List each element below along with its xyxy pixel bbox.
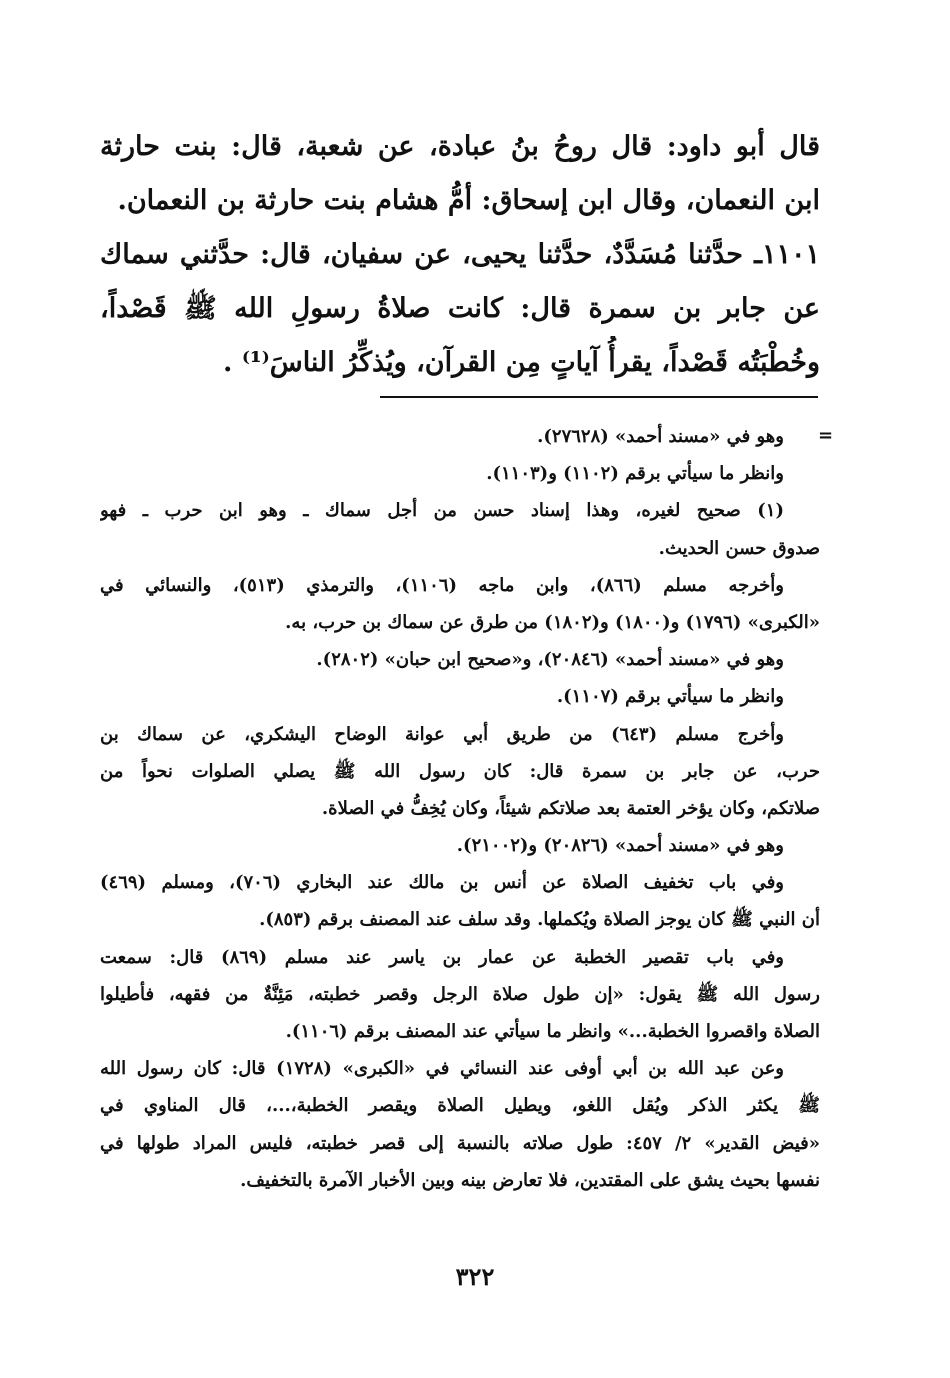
footnote-line: وأخرج مسلم (٦٤٣) من طريق أبي عوانة الوضاح اليشكري، عن سماك بن <box>100 723 784 745</box>
footnote-line: وهو في «مسند أحمد» (٢٠٨٤٦)، و«صحيح ابن حبان» (٢٨٠٢). <box>316 649 784 671</box>
footnote-line: ﷺ يكثر الذكر ويُقل اللغو، ويطيل الصلاة ويقصر الخطبة،...، قال المناوي في <box>100 1095 820 1117</box>
footnote-line: صدوق حسن الحديث. <box>658 537 820 559</box>
footnote-separator-rule <box>380 396 818 398</box>
main-text-line: ابن النعمان، وقال ابن إسحاق: أمُّ هشام بنت حارثة بن النعمان. <box>117 185 820 216</box>
footnote-line: وفي باب تقصير الخطبة عن عمار بن ياسر عند مسلم (٨٦٩) قال: سمعت <box>100 946 784 968</box>
footnote-line: وأخرجه مسلم (٨٦٦)، وابن ماجه (١١٠٦)، والترمذي (٥١٣)، والنسائي في <box>100 574 784 596</box>
footnote-line: الصلاة واقصروا الخطبة...» وانظر ما سيأتي عند المصنف برقم (١١٠٦). <box>285 1021 820 1042</box>
footnote-line: وانظر ما سيأتي برقم (١١٠٧). <box>556 686 784 708</box>
hadith-1101-line: ١١٠١ـ حدَّثنا مُسَدَّدٌ، حدَّثنا يحيى، عن سفيان، قال: حدَّثني سماك <box>100 239 820 270</box>
footnote-line: حرب، عن جابر بن سمرة قال: كان رسول الله ﷺ يصلي الصلوات نحواً من <box>100 760 820 782</box>
footnote-line: «فيض القدير» ٢/ ٤٥٧: طول صلاته بالنسبة إلى قصر خطبته، فليس المراد طولها في <box>100 1132 820 1154</box>
footnotes <box>100 418 820 1199</box>
page-number: ٣٢٢ <box>455 1262 495 1291</box>
footnote-line: وهو في «مسند أحمد» (٢٧٦٢٨). <box>537 426 784 447</box>
main-text-line: قال أبو داود: قال روحُ بنُ عبادة، عن شعبة، قال: بنت حارثة <box>100 131 820 162</box>
footnote-line: وعن عبد الله بن أبي أوفى عند النسائي في «الكبرى» (١٧٢٨) قال: كان رسول الله <box>100 1058 785 1080</box>
hadith-1101-line: عن جابر بن سمرة قال: كانت صلاةُ رسولِ الله ﷺ قَصْداً، <box>100 293 820 324</box>
footnote-line: أن النبي ﷺ كان يوجز الصلاة ويُكملها. وقد سلف عند المصنف برقم (٨٥٣). <box>259 909 820 931</box>
footnote-line: وهو في «مسند أحمد» (٢٠٨٢٦) و(٢١٠٠٢). <box>456 835 784 857</box>
hadith-1101-line: وخُطْبَتُه قَصْداً، يقرأُ آياتٍ مِن القرآن، ويُذكِّرُ الناسَ⁽¹⁾ . <box>223 347 820 378</box>
footnote-line: «الكبرى» (١٧٩٦) و(١٨٠٠) و(١٨٠٢) من طرق عن سماك بن حرب، به. <box>285 611 820 633</box>
footnote-line: وفي باب تخفيف الصلاة عن أنس بن مالك عند البخاري (٧٠٦)، ومسلم (٤٦٩) <box>100 872 784 894</box>
footnote-line: (١) صحيح لغيره، وهذا إسناد حسن من أجل سماك ـ وهو ابن حرب ـ فهو <box>100 500 784 522</box>
main-text <box>100 120 820 390</box>
footnote-line: وانظر ما سيأتي برقم (١١٠٢) و(١١٠٣). <box>486 463 784 485</box>
footnote-line: نفسها بحيث يشق على المقتدين، فلا تعارض بينه وبين الأخبار الآمرة بالتخفيف. <box>240 1169 820 1191</box>
footnote-line: صلاتكم، وكان يؤخر العتمة بعد صلاتكم شيئاً، وكان يُخِفُّ في الصلاة. <box>321 797 820 819</box>
footnote-continuation-mark: = <box>818 425 834 446</box>
footnote-line: رسول الله ﷺ يقول: «إن طول صلاة الرجل وقصر خطبته، مَئِنَّةٌ من فقهه، فأطيلوا <box>100 983 820 1005</box>
